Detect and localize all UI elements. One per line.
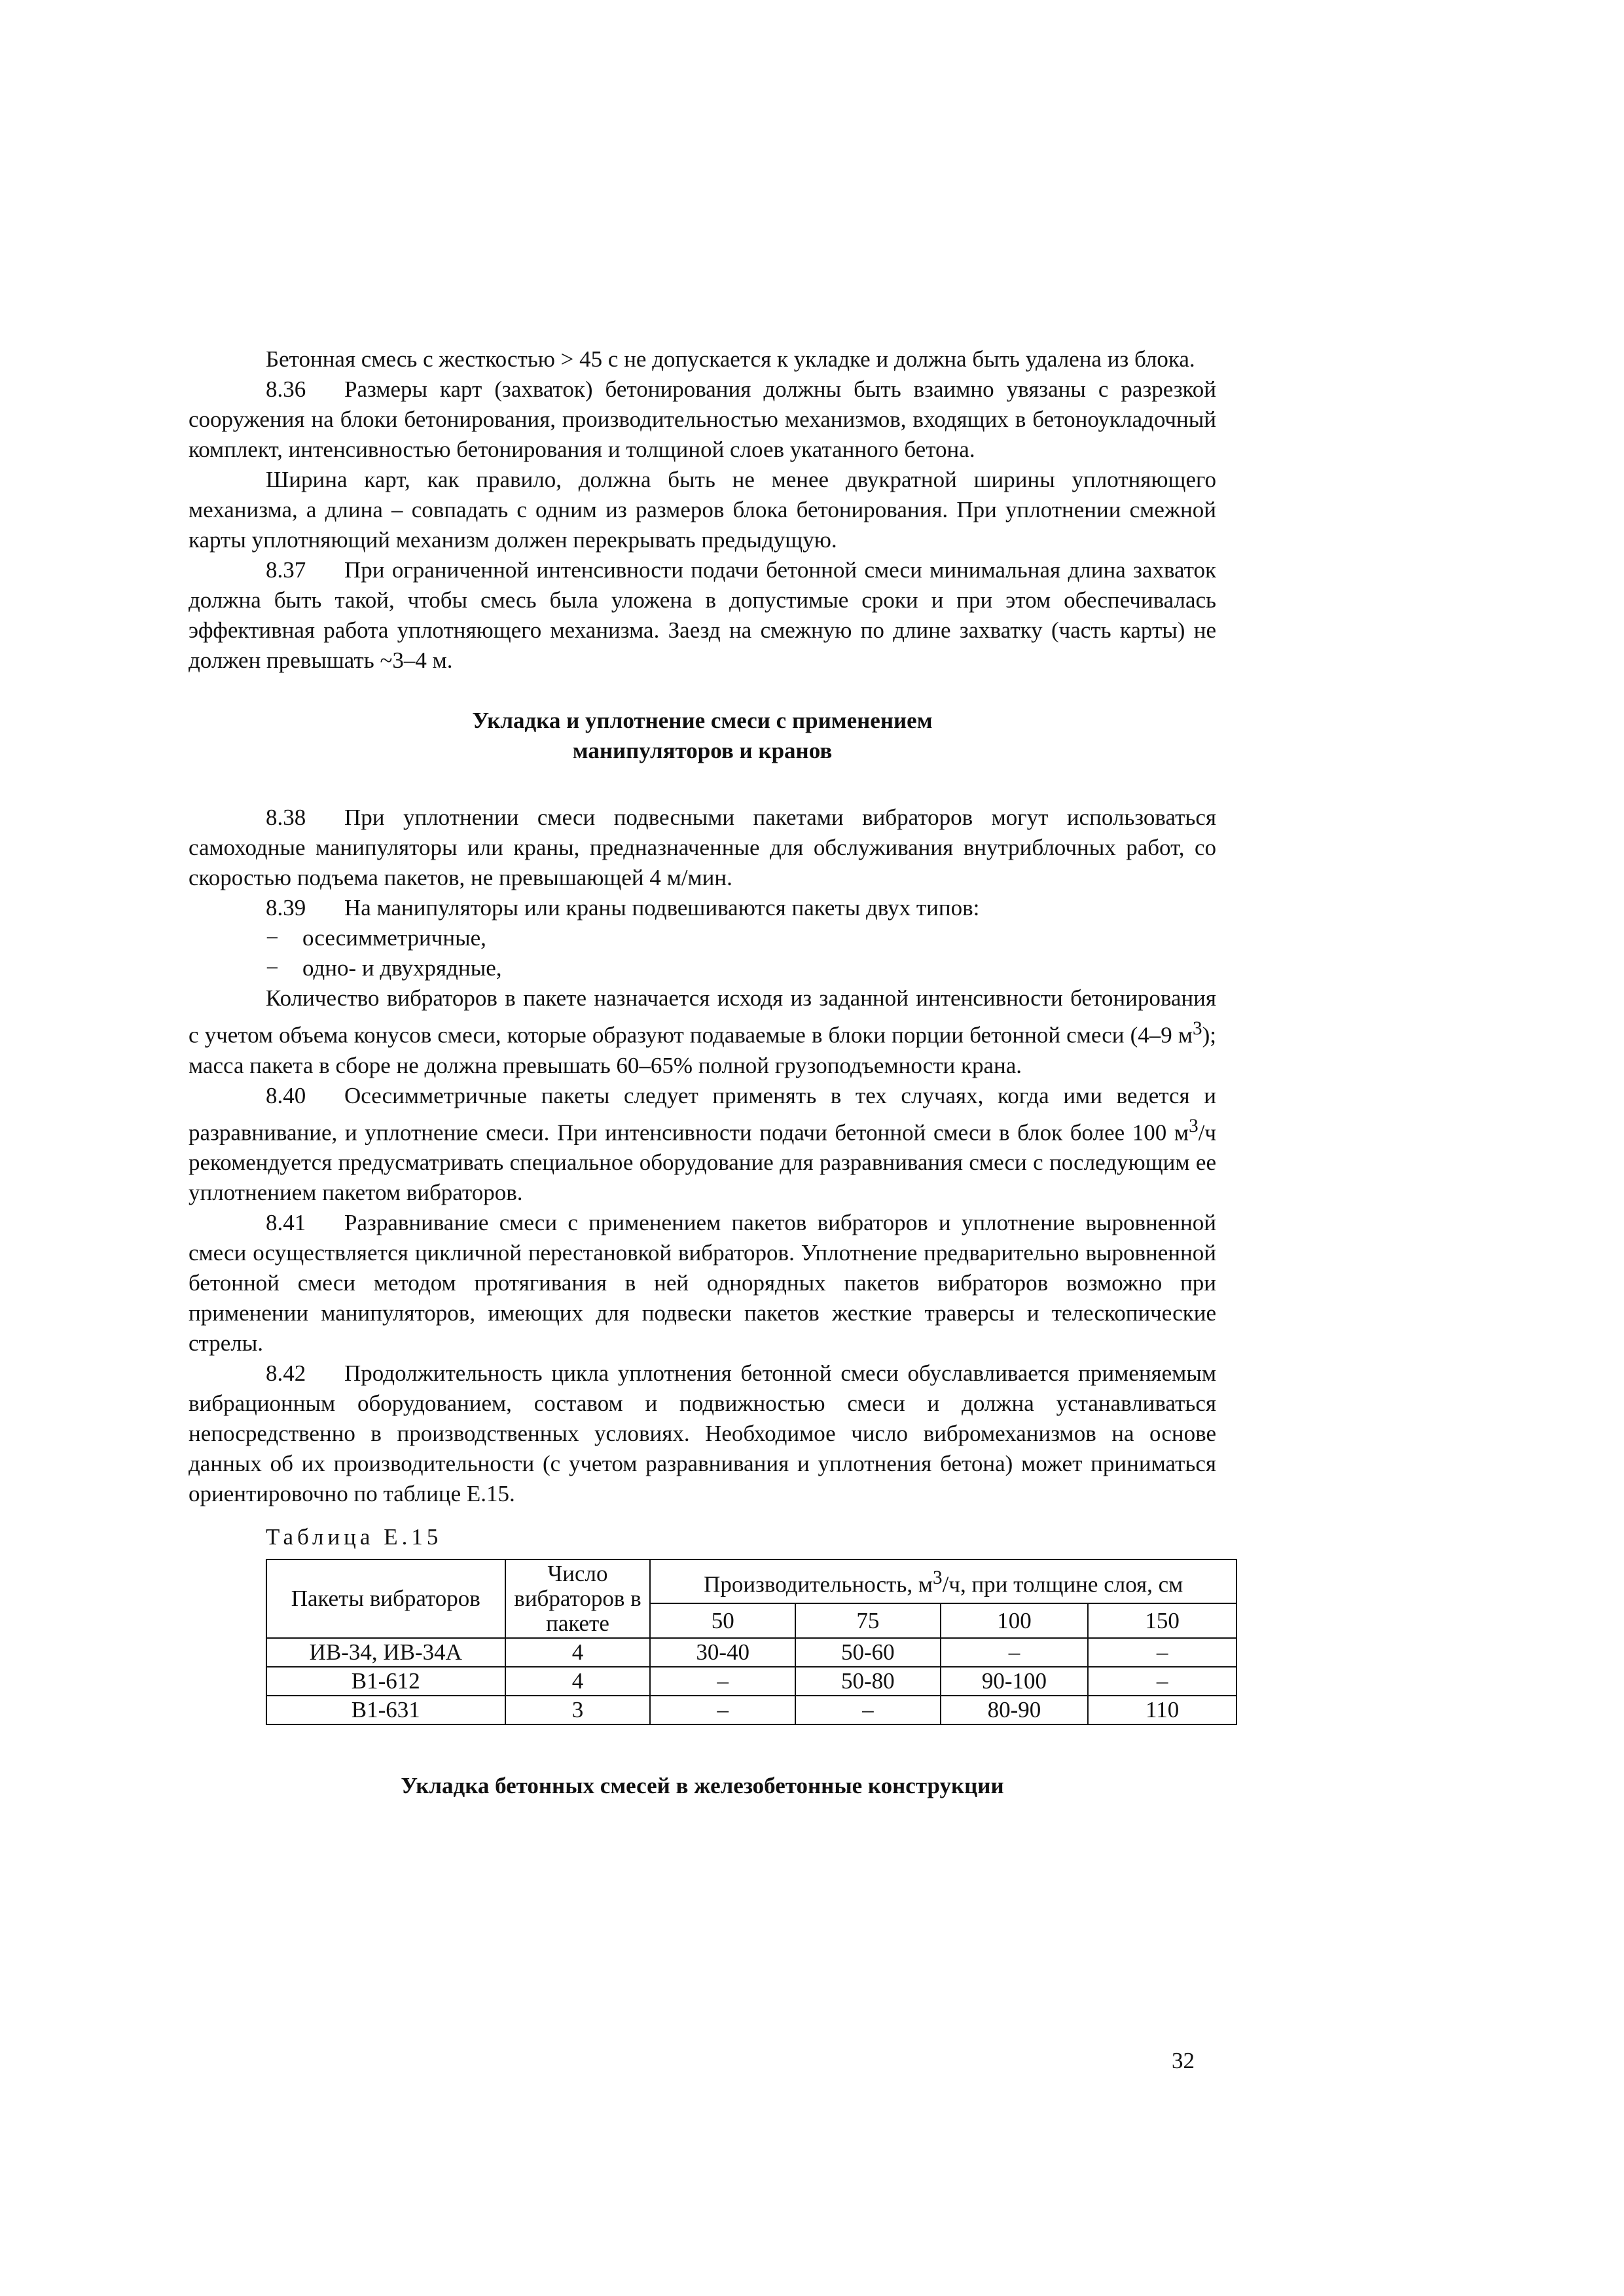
table-row xyxy=(266,1667,1236,1696)
header-performance xyxy=(650,1559,1236,1603)
paragraph-8-39 xyxy=(189,893,1216,923)
paragraph-text: /ч рекомендуется предусматривать специальное оборудование для разравнивания смеси с последующим ее уплотнением пакетом вибраторов. xyxy=(189,1120,1216,1206)
table-header-row xyxy=(266,1559,1236,1603)
cell-value: – xyxy=(941,1638,1089,1667)
superscript: 3 xyxy=(1189,1115,1199,1137)
clause-number: 8.36 xyxy=(266,376,306,402)
list-item-text: одно- и двухрядные, xyxy=(302,955,502,981)
paragraph-text: Количество вибраторов в пакете назначается исходя из заданной интенсивности бетонирования с учетом объема конусов смеси, которые образуют подаваемые в блоки порции бетонной смеси (4–9 м xyxy=(189,985,1216,1048)
cell-vibrator-count: 3 xyxy=(505,1696,651,1724)
paragraph-text: Продолжительность цикла уплотнения бетонной смеси обуславливается применяемым вибрационным оборудованием, составом и подвижностью смеси и должна устанавливаться непосредственно в производственных условиях. Необходимое число вибромеханизмов на основе данных об их производительности (с учетом разравнивания и уплотнения бетона) может приниматься ориентировочно по таблице Е.15. xyxy=(189,1360,1216,1507)
table-row xyxy=(266,1638,1236,1667)
header-thickness: 100 xyxy=(941,1603,1089,1639)
clause-number: 8.42 xyxy=(266,1360,306,1387)
header-performance-text: /ч, при толщине слоя, см xyxy=(942,1571,1183,1597)
cell-value: – xyxy=(795,1696,941,1724)
cell-value: – xyxy=(650,1696,795,1724)
document-body xyxy=(189,344,1216,1801)
list-item-text: осесимметричные, xyxy=(302,925,486,951)
superscript: 3 xyxy=(1193,1018,1202,1039)
header-thickness: 50 xyxy=(650,1603,795,1639)
header-performance-text: Производительность, м xyxy=(704,1571,933,1597)
clause-number: 8.39 xyxy=(266,895,306,920)
paragraph-text: Разравнивание смеси с применением пакетов вибраторов и уплотнение выровненной смеси осуществляется цикличной перестановкой вибраторов. Уплотнение предварительно выровненной бетонной смеси методом протягивания в ней однорядных пакетов вибраторов возможно при применении манипуляторов, имеющих для подвески пакетов жесткие траверсы и телескопические стрелы. xyxy=(189,1210,1216,1357)
paragraph-concrete-rigidity xyxy=(189,344,1216,374)
dash-bullet-icon: − xyxy=(266,955,279,981)
section-heading-line-1: Укладка и уплотнение смеси с применением xyxy=(472,708,933,733)
paragraph-text: Бетонная смесь с жесткостью > 45 с не допускается к укладке и должна быть удалена из блока. xyxy=(266,346,1195,372)
header-thickness: 150 xyxy=(1088,1603,1236,1639)
header-thickness: 75 xyxy=(795,1603,941,1639)
paragraph-8-36 xyxy=(189,374,1216,465)
cell-packet-name: В1-612 xyxy=(266,1667,505,1696)
cell-packet-name: ИВ-34, ИВ-34А xyxy=(266,1638,505,1667)
paragraph-8-41 xyxy=(189,1208,1216,1358)
cell-value: 30-40 xyxy=(650,1638,795,1667)
cell-value: 50-60 xyxy=(795,1638,941,1667)
header-packets: Пакеты вибраторов xyxy=(266,1559,505,1638)
cell-value: – xyxy=(650,1667,795,1696)
cell-value: 80-90 xyxy=(941,1696,1089,1724)
list-item xyxy=(189,923,1216,953)
cell-vibrator-count: 4 xyxy=(505,1667,651,1696)
superscript: 3 xyxy=(933,1567,943,1589)
section-heading-line-2: манипуляторов и кранов xyxy=(572,738,833,763)
dash-bullet-icon: − xyxy=(266,925,279,951)
clause-number: 8.41 xyxy=(266,1210,306,1236)
paragraph-text: При ограниченной интенсивности подачи бетонной смеси минимальная длина захваток должна быть такой, чтобы смесь была уложена в допустимые сроки и при этом обеспечивалась эффективная работа уплотняющего механизма. Заезд на смежную по длине захватку (часть карты) не должен превышать ~3–4 м. xyxy=(189,557,1216,673)
cell-value: 110 xyxy=(1088,1696,1236,1724)
paragraph-8-37 xyxy=(189,555,1216,676)
cell-value: – xyxy=(1088,1667,1236,1696)
cell-packet-name: В1-631 xyxy=(266,1696,505,1724)
page-number: 32 xyxy=(1172,2048,1195,2073)
table-row xyxy=(266,1696,1236,1724)
paragraph-vibrator-count xyxy=(189,983,1216,1081)
cell-value: 50-80 xyxy=(795,1667,941,1696)
paragraph-text: Размеры карт (захваток) бетонирования должны быть взаимно увязаны с разрезкой сооружения на блоки бетонирования, производительностью механизмов, входящих в бетоноукладочный комплект, интенсивностью бетонирования и толщиной слоев укатанного бетона. xyxy=(189,376,1216,462)
table-caption: Таблица Е.15 xyxy=(266,1524,442,1550)
paragraph-text: ); масса пакета в сборе не должна превышать 60–65% полной грузоподъемности крана. xyxy=(189,1022,1216,1078)
cell-value: 90-100 xyxy=(941,1667,1089,1696)
clause-number: 8.38 xyxy=(266,805,306,830)
list-item xyxy=(189,953,1216,983)
section-heading xyxy=(189,706,1216,766)
paragraph-text: При уплотнении смеси подвесными пакетами вибраторов могут использоваться самоходные манипуляторы или краны, предназначенные для обслуживания внутриблочных работ, со скоростью подъема пакетов, не превышающей 4 м/мин. xyxy=(189,805,1216,890)
paragraph-8-40 xyxy=(189,1081,1216,1209)
paragraph-8-38 xyxy=(189,803,1216,893)
vibrator-performance-table xyxy=(266,1559,1237,1725)
paragraph-text: Осесимметричные пакеты следует применять в тех случаях, когда ими ведется и разравнивание, и уплотнение смеси. При интенсивности подачи бетонной смеси в блок более 100 м xyxy=(189,1082,1216,1146)
paragraph-text: На манипуляторы или краны подвешиваются пакеты двух типов: xyxy=(344,895,980,920)
header-vibrator-count: Число вибраторов в пакете xyxy=(505,1559,651,1638)
paragraph-8-42 xyxy=(189,1358,1216,1509)
paragraph-map-width xyxy=(189,465,1216,555)
paragraph-text: Ширина карт, как правило, должна быть не менее двукратной ширины уплотняющего механизма, а длина – совпадать с одним из размеров блока бетонирования. При уплотнении смежной карты уплотняющий механизм должен перекрывать предыдущую. xyxy=(189,467,1216,553)
cell-vibrator-count: 4 xyxy=(505,1638,651,1667)
clause-number: 8.40 xyxy=(266,1082,306,1108)
clause-number: 8.37 xyxy=(266,557,306,583)
section-heading-concrete-laying: Укладка бетонных смесей в железобетонные конструкции xyxy=(401,1773,1004,1799)
cell-value: – xyxy=(1088,1638,1236,1667)
